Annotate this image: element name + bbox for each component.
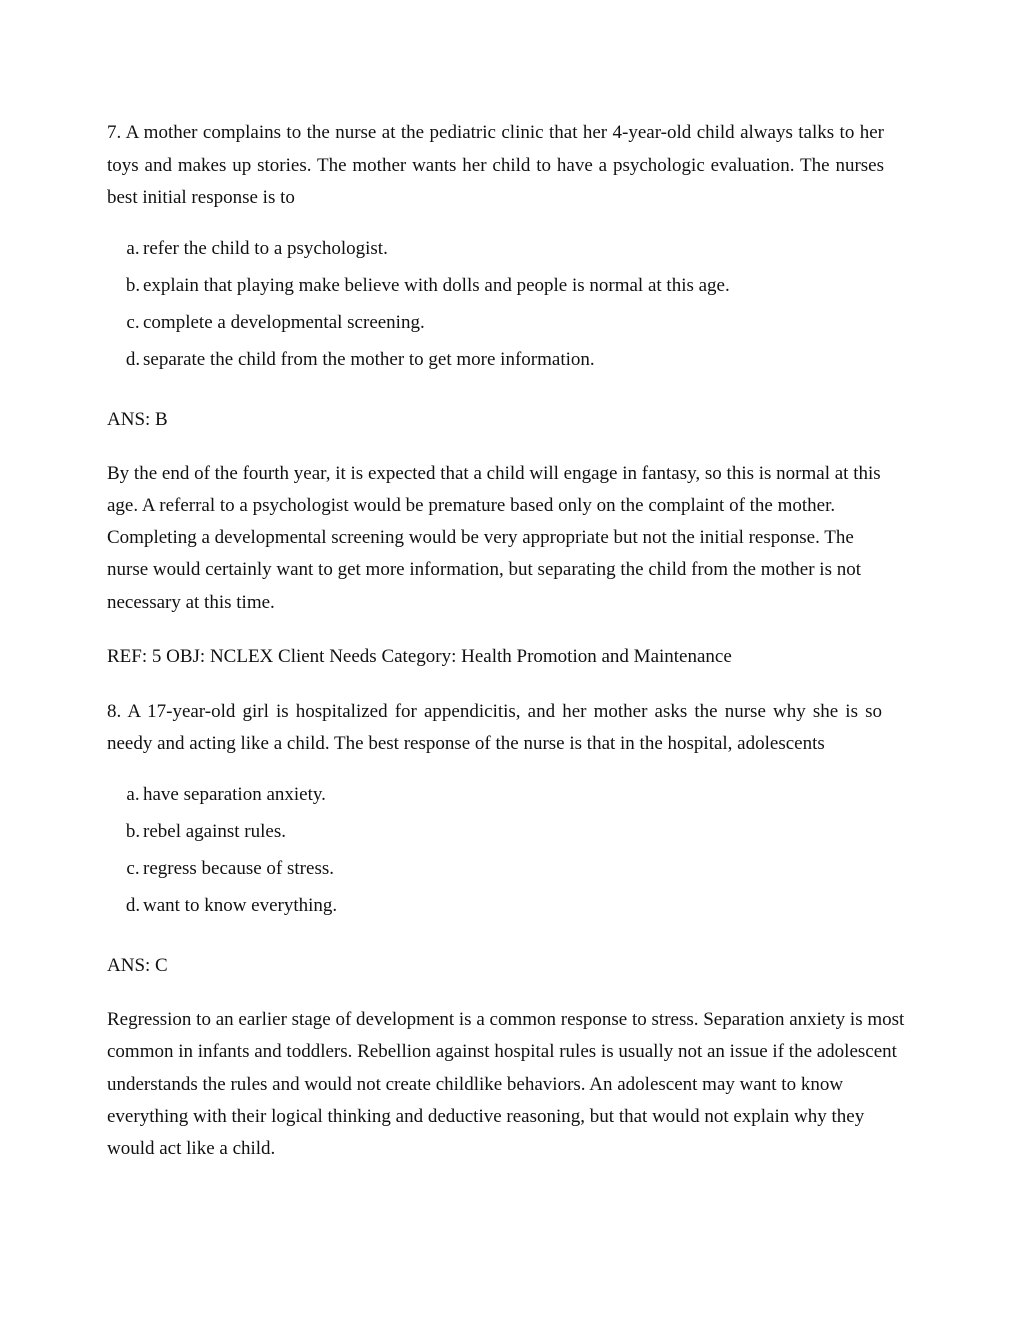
option-7c (107, 304, 903, 341)
document-page (107, 117, 903, 1165)
option-text: complete a developmental screening. (143, 311, 425, 333)
option-text: explain that playing make believe with dolls and people is normal at this age. (143, 274, 730, 296)
question-7-reference: REF: 5 OBJ: NCLEX Client Needs Category: Health Promotion and Maintenance (107, 645, 732, 667)
option-text: want to know everything. (143, 894, 338, 916)
option-letter: c. (126, 311, 140, 333)
question-7-options (107, 230, 903, 378)
question-8-options (107, 776, 903, 924)
option-8c (107, 850, 903, 887)
option-text: refer the child to a psychologist. (143, 237, 388, 259)
option-8d (107, 887, 903, 924)
question-8-answer: ANS: C (107, 954, 168, 976)
option-8a (107, 776, 903, 813)
question-7-answer: ANS: B (107, 408, 168, 430)
option-letter: c. (126, 857, 140, 879)
question-8-stem: 8. A 17-year-old girl is hospitalized for appendicitis, and her mother asks the nurse why she is so needy and acting like a child. The best response of the nurse is that in the hospital, adolescents (107, 700, 882, 755)
option-letter: a. (126, 783, 140, 805)
question-7-stem: 7. A mother complains to the nurse at the pediatric clinic that her 4-year-old child always talks to her toys and makes up stories. The mother wants her child to have a psychologic evaluation. The nurses best initial response is to (107, 122, 884, 208)
option-text: rebel against rules. (143, 820, 286, 842)
option-letter: a. (126, 237, 140, 259)
option-7b (107, 267, 903, 304)
option-letter: b. (125, 274, 141, 296)
option-letter: b. (125, 820, 141, 842)
option-text: regress because of stress. (143, 857, 334, 879)
question-7-rationale: By the end of the fourth year, it is expected that a child will engage in fantasy, so this is normal at this age. A referral to a psychologist would be premature based only on the complaint of the mother. Completing a developmental screening would be very appropriate but not the initial response. The nurse would certainly want to get more information, but separating the child from the mother is not necessary at this time. (107, 462, 881, 613)
option-letter: d. (125, 894, 141, 916)
option-7d (107, 341, 903, 378)
question-8-rationale: Regression to an earlier stage of development is a common response to stress. Separation anxiety is most common in infants and toddlers. Rebellion against hospital rules is usually not an issue if the adolescent understands the rules and would not create childlike behaviors. An adolescent may want to know everything with their logical thinking and deductive reasoning, but that would not explain why they would act like a child. (107, 1008, 905, 1160)
option-letter: d. (125, 348, 141, 370)
option-7a (107, 230, 903, 267)
option-text: have separation anxiety. (143, 783, 326, 805)
option-text: separate the child from the mother to get more information. (143, 348, 595, 370)
option-8b (107, 813, 903, 850)
